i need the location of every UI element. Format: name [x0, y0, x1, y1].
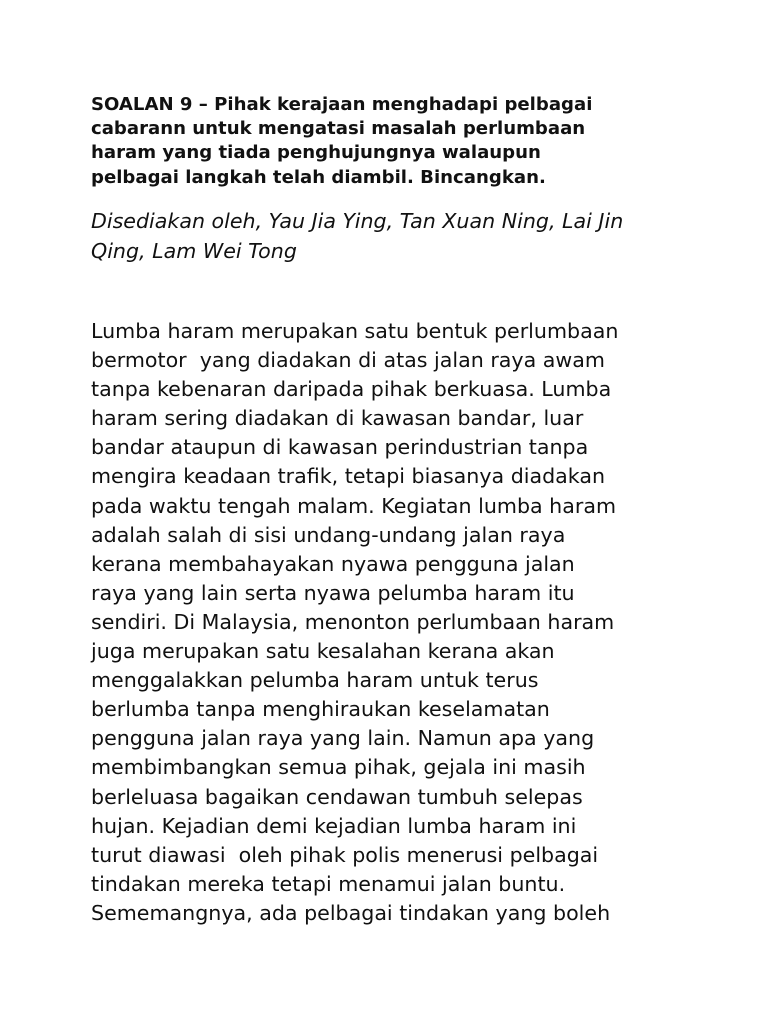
question-line: cabarann untuk mengatasi masalah perlumbaan	[91, 118, 586, 140]
authors-line: Disediakan oleh, Yau Jia Ying, Tan Xuan Ning, Lai Jin	[91, 209, 624, 233]
body-line: Sememangnya, ada pelbagai tindakan yang boleh	[91, 900, 611, 925]
body-line: kerana membahayakan nyawa pengguna jalan	[91, 551, 575, 576]
body-line: berleluasa bagaikan cendawan tumbuh selepas	[91, 784, 583, 809]
body-line: berlumba tanpa menghiraukan keselamatan	[91, 697, 550, 722]
authors-credit	[91, 206, 711, 266]
question-line: pelbagai langkah telah diambil. Bincangkan.	[91, 166, 546, 188]
question-line: SOALAN 9 – Pihak kerajaan menghadapi pelbagai	[91, 94, 593, 115]
body-line: mengira keadaan trafik, tetapi biasanya diadakan	[91, 464, 606, 489]
body-line: haram sering diadakan di kawasan bandar, luar	[91, 406, 584, 431]
body-line: Lumba haram merupakan satu bentuk perlumbaan	[91, 319, 619, 343]
body-line: menggalakkan pelumba haram untuk terus	[91, 668, 539, 693]
body-line: pada waktu tengah malam. Kegiatan lumba haram	[91, 493, 616, 518]
body-line: bandar ataupun di kawasan perindustrian tanpa	[91, 435, 589, 460]
body-line: adalah salah di sisi undang-undang jalan raya	[91, 522, 566, 547]
body-line: hujan. Kejadian demi kejadian lumba haram ini	[91, 813, 577, 838]
body-line: tanpa kebenaran daripada pihak berkuasa. Lumba	[91, 377, 612, 402]
body-line: turut diawasi oleh pihak polis menerusi pelbagai	[91, 842, 599, 867]
body-line: membimbangkan semua pihak, gejala ini masih	[91, 755, 586, 780]
question-line: haram yang tiada penghujungnya walaupun	[91, 142, 541, 164]
body-line: sendiri. Di Malaysia, menonton perlumbaan haram	[91, 609, 615, 634]
body-paragraph	[91, 317, 711, 928]
question-heading	[91, 93, 691, 190]
body-line: juga merupakan satu kesalahan kerana akan	[91, 639, 555, 664]
body-line: raya yang lain serta nyawa pelumba haram itu	[91, 580, 575, 605]
authors-line: Qing, Lam Wei Tong	[91, 239, 297, 263]
body-line: bermotor yang diadakan di atas jalan raya awam	[91, 348, 605, 373]
body-line: pengguna jalan raya yang lain. Namun apa yang	[91, 726, 595, 751]
body-line: tindakan mereka tetapi menamui jalan buntu.	[91, 871, 566, 896]
